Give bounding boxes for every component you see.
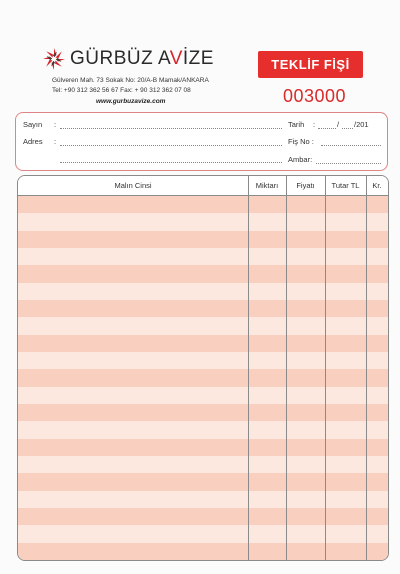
flower-logo-icon — [42, 47, 66, 71]
table-row[interactable] — [18, 387, 388, 405]
table-row[interactable] — [18, 439, 388, 457]
table-row[interactable] — [18, 456, 388, 474]
company-address: Gülveren Mah. 73 Sokak No: 20/A-B Mamak/ANKARA — [52, 77, 209, 84]
items-table — [17, 175, 389, 561]
adres-line-2[interactable] — [60, 162, 282, 163]
table-row[interactable] — [18, 283, 388, 301]
company-website: www.gurbuzavize.com — [96, 98, 166, 105]
column-divider — [248, 176, 249, 560]
table-body — [18, 196, 388, 560]
table-row[interactable] — [18, 404, 388, 422]
company-logo — [42, 46, 214, 72]
date-slash: / — [337, 120, 340, 129]
table-row[interactable] — [18, 213, 388, 231]
sayin-line[interactable] — [60, 128, 282, 129]
table-row[interactable] — [18, 248, 388, 266]
column-header-kr: Kr. — [372, 181, 382, 190]
column-header-malin-cinsi: Malın Cinsi — [114, 181, 152, 190]
document-title: TEKLİF FİŞİ — [258, 51, 363, 78]
date-year: /201 — [354, 120, 369, 129]
table-row[interactable] — [18, 525, 388, 543]
company-phones: Tel: +90 312 362 56 67 Fax: + 90 312 362 07 08 — [52, 87, 191, 94]
adres-line[interactable] — [60, 145, 282, 146]
serial-number: 003000 — [283, 86, 347, 106]
table-row[interactable] — [18, 508, 388, 526]
tarih-label: Tarih — [288, 120, 305, 129]
adres-label: Adres — [23, 137, 43, 146]
sayin-colon: : — [54, 120, 57, 129]
adres-colon: : — [54, 137, 57, 146]
company-name: GÜRBÜZ AVİZE — [70, 48, 214, 69]
table-row[interactable] — [18, 543, 388, 561]
tarih-colon: : — [313, 120, 316, 129]
sayin-label: Sayın — [23, 120, 43, 129]
column-header-fiyati: Fiyatı — [296, 181, 315, 190]
ambar-line[interactable] — [316, 163, 381, 164]
date-day-line[interactable] — [318, 128, 336, 129]
table-row[interactable] — [18, 196, 388, 214]
table-row[interactable] — [18, 369, 388, 387]
fis-no-line[interactable] — [321, 145, 381, 146]
customer-info-box — [15, 112, 388, 171]
table-header — [18, 176, 388, 196]
table-row[interactable] — [18, 300, 388, 318]
table-row[interactable] — [18, 335, 388, 353]
fis-no-label: Fiş No : — [288, 137, 314, 146]
table-row[interactable] — [18, 317, 388, 335]
ambar-label: Ambar: — [288, 155, 313, 164]
date-month-line[interactable] — [342, 128, 353, 129]
table-row[interactable] — [18, 421, 388, 439]
column-divider — [286, 176, 287, 560]
table-row[interactable] — [18, 352, 388, 370]
table-row[interactable] — [18, 491, 388, 509]
column-divider — [366, 176, 367, 560]
column-divider — [325, 176, 326, 560]
table-row[interactable] — [18, 265, 388, 283]
table-row[interactable] — [18, 231, 388, 249]
column-header-miktari: Miktarı — [255, 181, 279, 190]
column-header-tutar-tl: Tutar TL — [331, 181, 360, 190]
table-row[interactable] — [18, 473, 388, 491]
